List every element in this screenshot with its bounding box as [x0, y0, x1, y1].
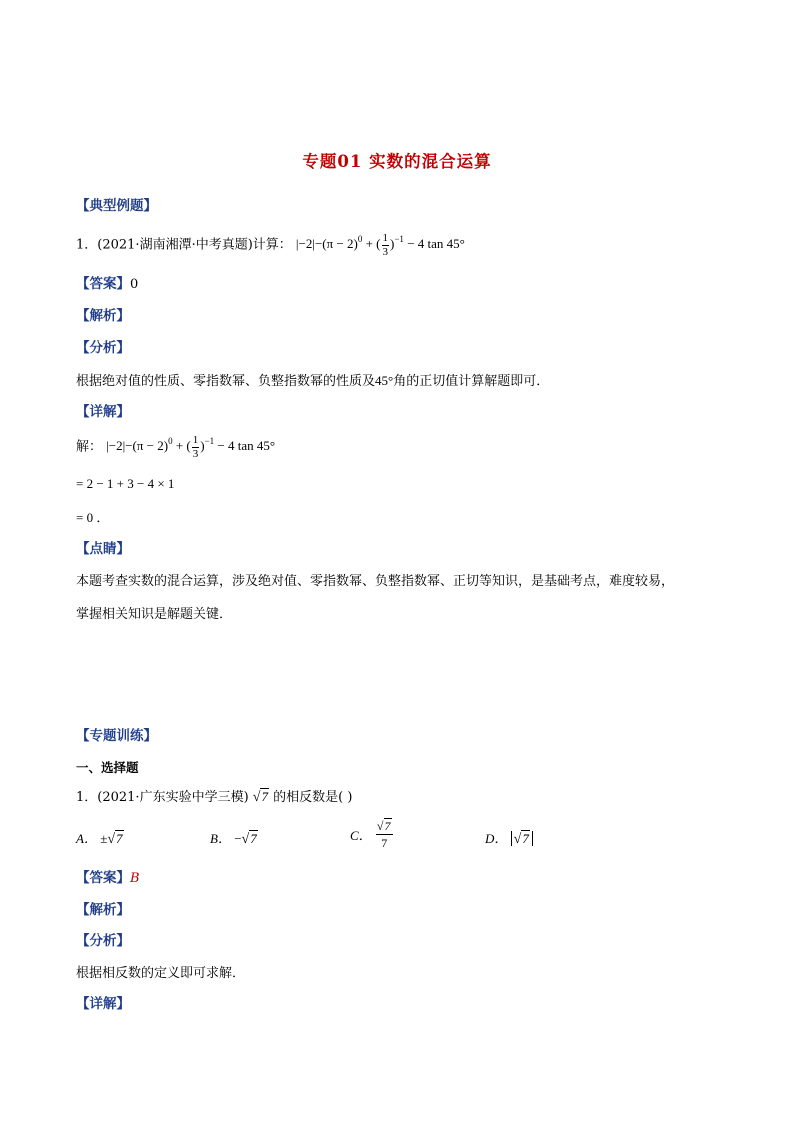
page-title: 专题01 实数的混合运算 [302, 152, 492, 171]
solution-line-1: 解： $|-2|-(\pi - 2)^0$ + ( $\frac{1}{3}$ )$^{-1}$ − 4 tan 45° [76, 434, 276, 460]
comment-line-1: 本题考查实数的混合运算，涉及绝对值、零指数幂、负整指数幂、正切等知识，是基础考点，难度较易， [76, 574, 675, 589]
training-answer-value: B [130, 871, 140, 886]
training-fenxi-text: 根据相反数的定义即可求解． [76, 966, 246, 981]
choice-c[interactable]: C． $\frac{√7}{7}$ [350, 819, 391, 850]
question-source: (2021·广东实验中学三模) [97, 790, 249, 805]
sqrt-seven: √7 [252, 789, 268, 805]
fenxi-text: 根据绝对值的性质、零指数幂、负整指数幂的性质及45°角的正切值计算解题即可． [76, 373, 550, 389]
choice-b[interactable]: B． −√7 [210, 831, 257, 847]
choice-d[interactable]: D． √7 [485, 828, 533, 848]
fenxi-label: 【分析】 [76, 340, 130, 356]
training-question-1: 1．(2021·广东实验中学三模) √7 的相反数是( ) [76, 789, 353, 805]
section-training-heading: 【专题训练】 [76, 728, 157, 744]
answer-value: 0 [130, 277, 139, 292]
solution-line-3: = 0 ． [76, 510, 110, 525]
detail-label: 【详解】 [76, 404, 130, 420]
training-fenxi-label: 【分析】 [76, 933, 130, 949]
answer-label: 【答案】0 [76, 276, 139, 292]
analysis-label: 【解析】 [76, 308, 130, 324]
section-example-heading: 【典型例题】 [76, 198, 157, 214]
training-answer-label: 【答案】B [76, 870, 140, 886]
question-1 [76, 232, 465, 259]
comment-line-2: 掌握相关知识是解题关键． [76, 607, 233, 622]
fraction-one-third: $\frac{1}{3}$ [382, 232, 389, 258]
choice-a[interactable]: A． ±√7 [76, 831, 123, 847]
section-choice-heading: 一、选择题 [76, 760, 139, 775]
comment-label: 【点睛】 [76, 541, 130, 557]
question-source: (2021·湖南湘潭·中考真题)计算： [97, 237, 292, 253]
training-analysis-label: 【解析】 [76, 902, 130, 918]
question-number: 1． [76, 237, 98, 253]
solution-line-2: = 2 − 1 + 3 − 4 × 1 [76, 476, 175, 491]
training-detail-label: 【详解】 [76, 996, 130, 1012]
question-expression: $|-2|-(\pi - 2)^0$ + ( $\frac{1}{3}$ )$^{-1}$ − 4 tan 45° [295, 232, 465, 258]
